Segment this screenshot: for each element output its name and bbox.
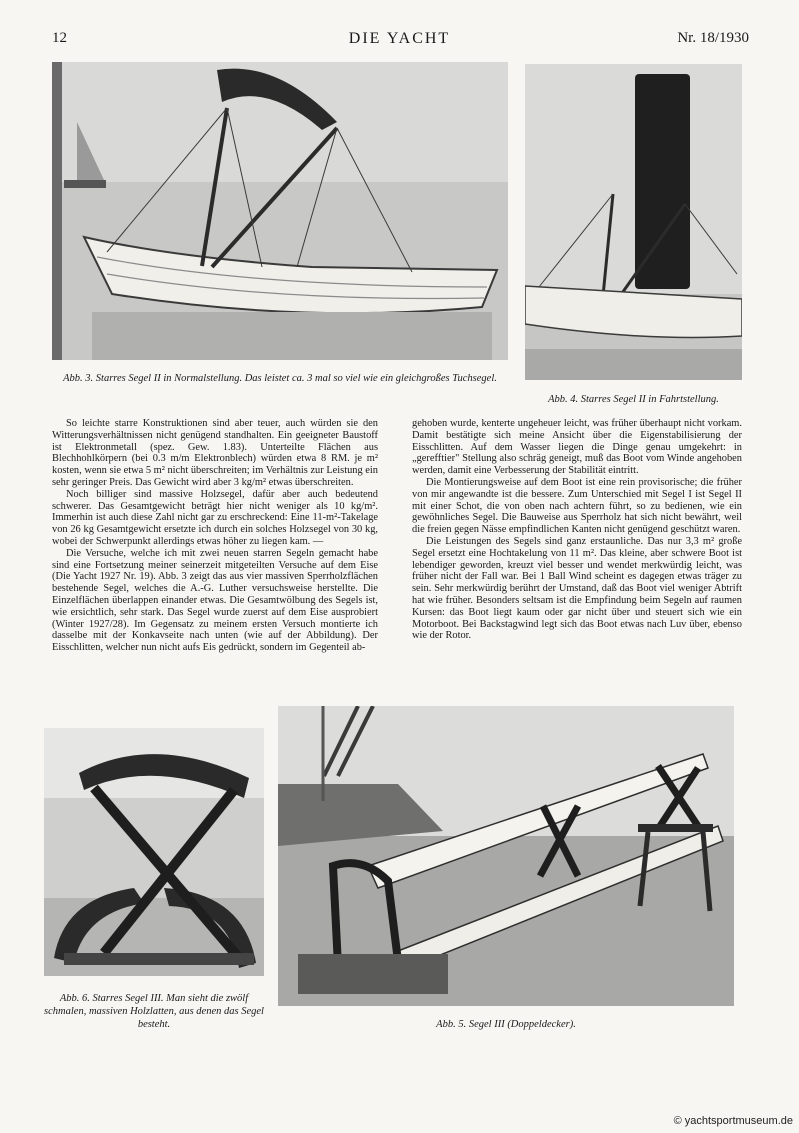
- figure-abb4-caption: Abb. 4. Starres Segel II in Fahrtstellung.: [548, 394, 719, 405]
- figure-abb3-caption: Abb. 3. Starres Segel II in Normalstellung. Das leistet ca. 3 mal so viel wie ein gleichgroßes Tuchsegel.: [63, 373, 497, 384]
- paragraph: gehoben wurde, kenterte ungeheuer leicht, was früher überhaupt nicht vorkam. Damit bestätigte sich meine Ansicht über die Eigenstabilisierung der Eisschlitten. Auf dem Wasser liegen die Dinge genau umgekehrt: in „gerefftier" Stellung also schräg geneigt, muß das Boot vom Winde angehoben werden, damit eine Verbesserung der Stabilität eintritt.: [412, 418, 742, 477]
- paragraph: Noch billiger sind massive Holzsegel, dafür aber auch bedeutend schwerer. Das Gesamtgewicht beträgt hier nicht weniger als 10 kg/m². Immerhin ist auch diese Zahl nicht gar zu erschreckend: Eine 11-m²-Takelage von 26 kg Gesamtgewicht ersetzte ich durch ein solches Holzsegel von 30 kg, wobei der Schwerpunkt allerdings etwas höher zu liegen kam. —: [52, 488, 378, 547]
- figure-abb4-photo: [525, 64, 742, 380]
- page-number: 12: [52, 30, 67, 46]
- sail-iii-image: [44, 728, 264, 976]
- figure-abb6-photo: [44, 728, 264, 976]
- paragraph: Die Montierungsweise auf dem Boot ist eine rein provisorische; die früher von mir angewandte ist die bessere. Zum Unterschied mit Segel I ist Segel II mit einer Schot, die von oben nach achtern führt, so zu bedienen, wie ein gewöhnliches Segel. Die Bauweise aus Sperrholz hat sich nicht bewährt, weil die freien gegen Nässe empfindlichen Kanten nicht genügend geschützt waren.: [412, 476, 742, 536]
- figure-abb3-photo: [52, 62, 508, 360]
- figure-abb5-photo: [278, 706, 734, 1006]
- paragraph: So leichte starre Konstruktionen sind aber teuer, auch würden sie den Witterungsverhältnissen nicht genügend standhalten. Ein geeigneter Baustoff ist Elektronmetall (spez. Gew. 1.83). Unterteilte Flächen aus Blechhohlkörpern (bei 0.3 m/m Elektronblech) würden etwa 8 RM. je m² kosten, wenn sie etwa 5 m² nicht überschreiten; im Verhältnis zur Leistung ein sehr geringer Preis. Das Gewicht wird aber 3 kg/m² etwas überschreiten.: [52, 418, 378, 488]
- figure-abb5-caption: Abb. 5. Segel III (Doppeldecker).: [436, 1019, 576, 1030]
- text-right-column: [412, 418, 742, 642]
- paragraph: Die Versuche, welche ich mit zwei neuen starren Segeln gemacht habe sind eine Fortsetzung meiner seinerzeit mitgeteilten Versuche auf dem Eise (Die Yacht 1927 Nr. 19). Abb. 3 zeigt das aus vier massiven Sperrholzflächen bestehende Segel, welches die A.-G. Luther versuchsweise herstellte. Die Einzelflächen überlappen einander etwas. Die Gesamtwölbung des Segels ist, wie ersichtlich, sehr stark. Das Segel wurde zuerst auf dem Eise ausprobiert (Winter 1927/28). Im Gegensatz zu meinem ersten Versuch montierte ich dasselbe mit der Konkavseite nach unten (wie auf der Abbildung). Der Eisschlitten, welcher nun nicht aufs Eis gedrückt, sondern im Gegenteil ab-: [52, 547, 378, 654]
- issue-number: Nr. 18/1930: [677, 30, 749, 46]
- boat-travel-image: [525, 64, 742, 380]
- watermark: © yachtsportmuseum.de: [673, 1115, 793, 1127]
- paragraph: Die Leistungen des Segels sind ganz erstaunliche. Das nur 3,3 m² große Segel ersetzt eine Hochtakelung von 11 m². Das kleine, aber schwere Boot ist lebendiger geworden, kreuzt viel besser und wendet merkwürdig leicht, was früher nicht der Fall war. Bei 1 Ball Wind scheint es dagegen etwas träger zu sein. Sehr merkwürdig berührt der Umstand, daß das Boot viel weniger Abtrift hat wie früher. Besonders seltsam ist die Empfindung beim Segeln auf raumen Kursen: das Boot liegt kaum oder gar nicht über und steuert sich wie ein Motorboot. Bei Backstagwind legt sich das Boot etwas nach Luv über, ebenso wie der Rotor.: [412, 535, 742, 642]
- journal-title: DIE YACHT: [348, 30, 451, 47]
- boat-normal-image: [52, 62, 508, 360]
- text-left-column: [52, 418, 378, 654]
- sail-iii-doubledecker-image: [278, 706, 734, 1006]
- figure-abb6-caption: Abb. 6. Starres Segel III. Man sieht die zwölf schmalen, massiven Holzlatten, aus denen das Segel besteht.: [44, 993, 264, 1030]
